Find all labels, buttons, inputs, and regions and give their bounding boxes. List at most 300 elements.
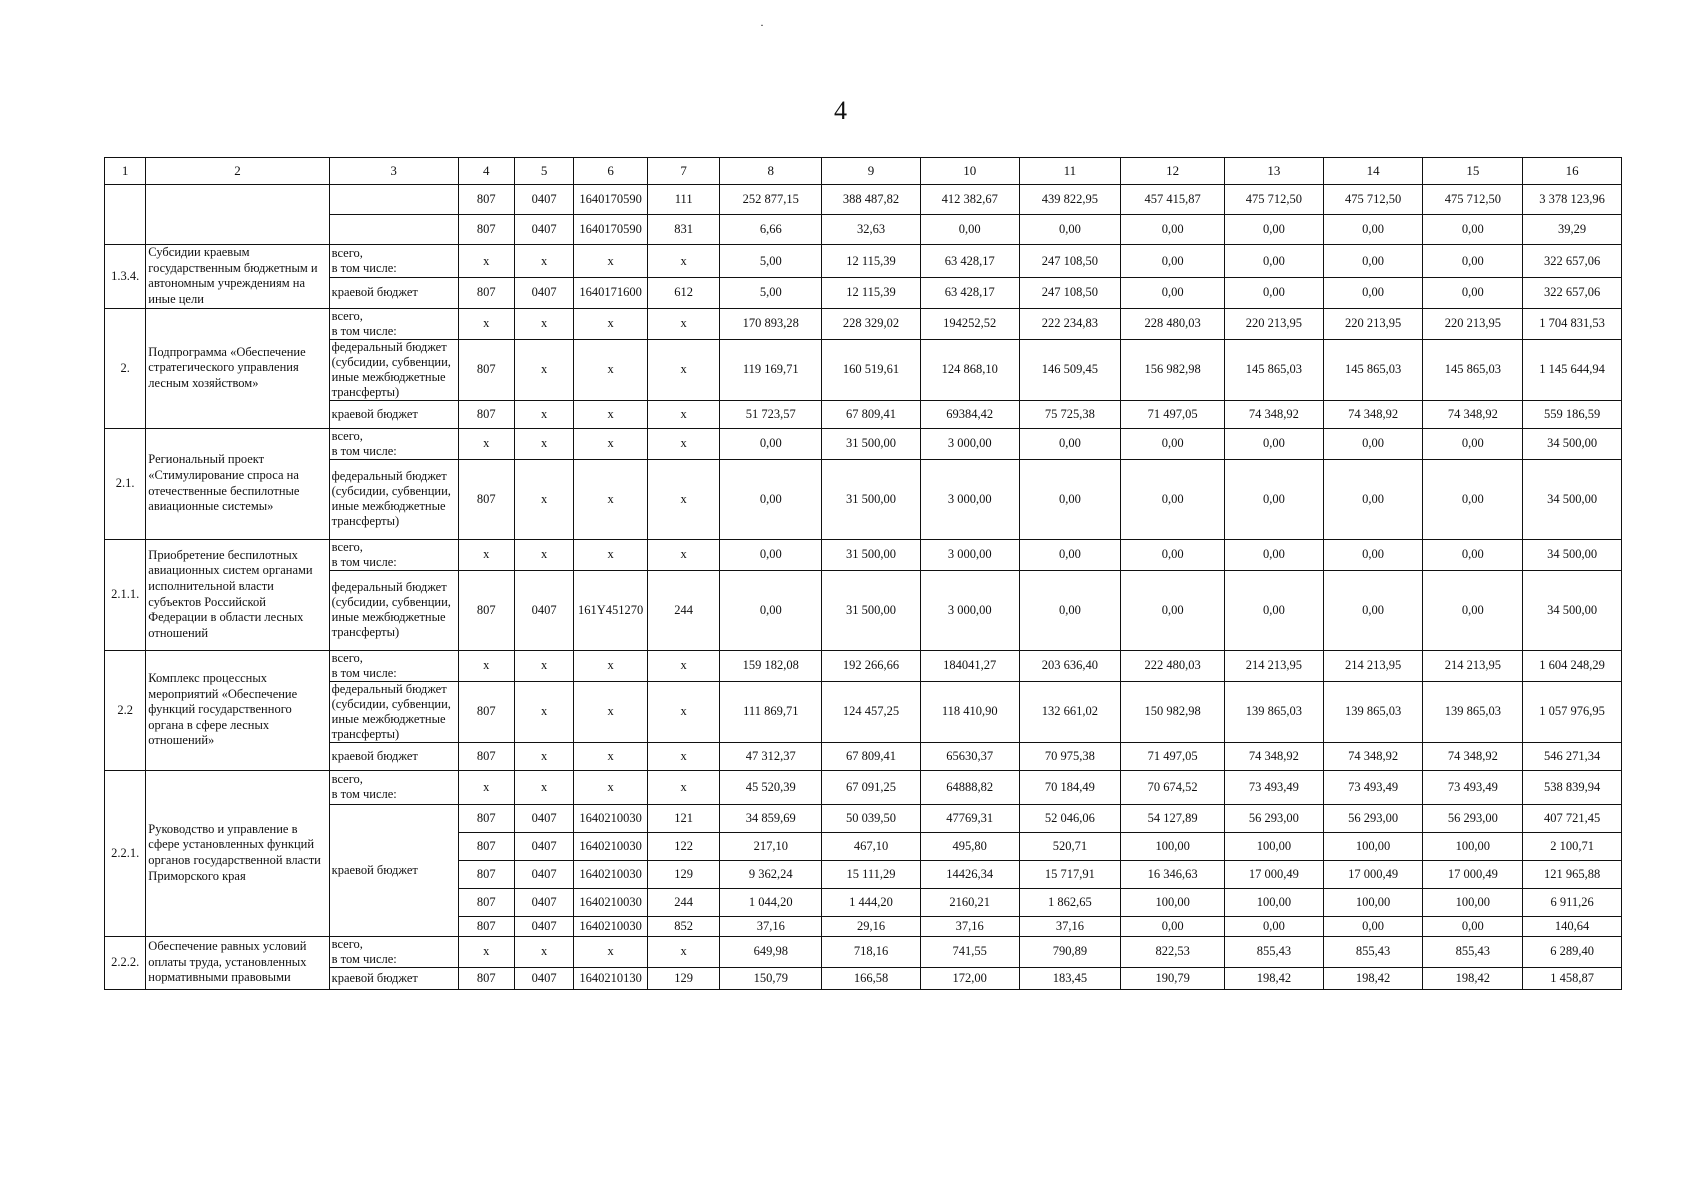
code-cell: x (647, 650, 720, 681)
amount-cell: 0,00 (1121, 916, 1225, 936)
code-cell: x (574, 339, 648, 400)
amount-cell: 0,00 (720, 459, 822, 539)
code-cell: x (458, 539, 514, 570)
amount-cell: 74 348,92 (1323, 400, 1423, 428)
funding-source: всего, в том числе: (329, 245, 458, 278)
header-cell: 3 (329, 158, 458, 185)
amount-cell: 495,80 (920, 832, 1019, 860)
code-cell: x (647, 339, 720, 400)
amount-cell: 0,00 (1225, 539, 1324, 570)
header-cell: 10 (920, 158, 1019, 185)
amount-cell: 0,00 (1019, 215, 1121, 245)
amount-cell: 65630,37 (920, 742, 1019, 770)
header-cell: 16 (1523, 158, 1622, 185)
amount-cell: 100,00 (1423, 888, 1523, 916)
amount-cell: 75 725,38 (1019, 400, 1121, 428)
code-cell: x (514, 742, 573, 770)
item-name (146, 185, 329, 245)
amount-cell: 855,43 (1423, 936, 1523, 967)
amount-cell: 0,00 (1423, 916, 1523, 936)
funding-source (329, 185, 458, 215)
amount-cell: 228 480,03 (1121, 308, 1225, 339)
total-cell: 322 657,06 (1523, 277, 1622, 308)
amount-cell: 150 982,98 (1121, 681, 1225, 742)
amount-cell: 1 862,65 (1019, 888, 1121, 916)
amount-cell: 741,55 (920, 936, 1019, 967)
total-cell: 322 657,06 (1523, 245, 1622, 278)
amount-cell: 17 000,49 (1423, 860, 1523, 888)
funding-source: всего, в том числе: (329, 539, 458, 570)
amount-cell: 822,53 (1121, 936, 1225, 967)
code-cell: x (514, 936, 573, 967)
amount-cell: 9 362,24 (720, 860, 822, 888)
total-cell: 1 704 831,53 (1523, 308, 1622, 339)
total-cell: 34 500,00 (1523, 570, 1622, 650)
amount-cell: 17 000,49 (1323, 860, 1423, 888)
total-cell: 3 378 123,96 (1523, 185, 1622, 215)
funding-source: краевой бюджет (329, 742, 458, 770)
amount-cell: 100,00 (1225, 888, 1324, 916)
code-cell: 0407 (514, 860, 573, 888)
amount-cell: 159 182,08 (720, 650, 822, 681)
amount-cell: 0,00 (1323, 428, 1423, 459)
code-cell: x (647, 936, 720, 967)
code-cell: x (647, 459, 720, 539)
amount-cell: 183,45 (1019, 967, 1121, 989)
amount-cell: 71 497,05 (1121, 400, 1225, 428)
amount-cell: 150,79 (720, 967, 822, 989)
amount-cell: 0,00 (1323, 245, 1423, 278)
amount-cell: 198,42 (1423, 967, 1523, 989)
amount-cell: 145 865,03 (1423, 339, 1523, 400)
header-cell: 15 (1423, 158, 1523, 185)
amount-cell: 166,58 (822, 967, 921, 989)
amount-cell: 118 410,90 (920, 681, 1019, 742)
code-cell: 807 (458, 967, 514, 989)
amount-cell: 69384,42 (920, 400, 1019, 428)
code-cell: 807 (458, 277, 514, 308)
amount-cell: 0,00 (1019, 539, 1121, 570)
item-index: 2.1. (105, 428, 146, 539)
code-cell: x (647, 400, 720, 428)
header-row (105, 158, 1622, 185)
amount-cell: 855,43 (1323, 936, 1423, 967)
code-cell: 1640210130 (574, 967, 648, 989)
amount-cell: 111 869,71 (720, 681, 822, 742)
code-cell: 0407 (514, 277, 573, 308)
amount-cell: 16 346,63 (1121, 860, 1225, 888)
amount-cell: 31 500,00 (822, 428, 921, 459)
code-cell: 1640170590 (574, 185, 648, 215)
code-cell: 1640210030 (574, 832, 648, 860)
code-cell: 807 (458, 742, 514, 770)
amount-cell: 2160,21 (920, 888, 1019, 916)
amount-cell: 139 865,03 (1323, 681, 1423, 742)
table-row (105, 245, 1622, 278)
amount-cell: 0,00 (1423, 277, 1523, 308)
amount-cell: 74 348,92 (1423, 400, 1523, 428)
amount-cell: 156 982,98 (1121, 339, 1225, 400)
amount-cell: 0,00 (1225, 570, 1324, 650)
amount-cell: 439 822,95 (1019, 185, 1121, 215)
amount-cell: 412 382,67 (920, 185, 1019, 215)
amount-cell: 37,16 (920, 916, 1019, 936)
code-cell: x (574, 770, 648, 804)
amount-cell: 214 213,95 (1423, 650, 1523, 681)
amount-cell: 70 674,52 (1121, 770, 1225, 804)
code-cell: x (574, 936, 648, 967)
code-cell: 807 (458, 681, 514, 742)
total-cell: 39,29 (1523, 215, 1622, 245)
amount-cell: 192 266,66 (822, 650, 921, 681)
amount-cell: 718,16 (822, 936, 921, 967)
code-cell: 0407 (514, 832, 573, 860)
amount-cell: 194252,52 (920, 308, 1019, 339)
total-cell: 6 911,26 (1523, 888, 1622, 916)
code-cell: 129 (647, 967, 720, 989)
amount-cell: 475 712,50 (1225, 185, 1324, 215)
funding-source: федеральный бюджет (субсидии, субвенции, иные межбюджетные трансферты) (329, 339, 458, 400)
amount-cell: 252 877,15 (720, 185, 822, 215)
amount-cell: 56 293,00 (1225, 804, 1324, 832)
code-cell: 807 (458, 339, 514, 400)
amount-cell: 5,00 (720, 245, 822, 278)
code-cell: x (647, 681, 720, 742)
code-cell: 1640210030 (574, 916, 648, 936)
code-cell: x (574, 400, 648, 428)
item-index: 2. (105, 308, 146, 428)
amount-cell: 0,00 (1225, 459, 1324, 539)
code-cell: 831 (647, 215, 720, 245)
funding-source: федеральный бюджет (субсидии, субвенции, иные межбюджетные трансферты) (329, 570, 458, 650)
amount-cell: 3 000,00 (920, 539, 1019, 570)
code-cell: x (458, 770, 514, 804)
amount-cell: 100,00 (1121, 888, 1225, 916)
amount-cell: 0,00 (1323, 539, 1423, 570)
code-cell: 0407 (514, 916, 573, 936)
table-row (105, 804, 1622, 832)
total-cell: 34 500,00 (1523, 539, 1622, 570)
amount-cell: 0,00 (1225, 215, 1324, 245)
amount-cell: 0,00 (1121, 245, 1225, 278)
code-cell: 807 (458, 400, 514, 428)
amount-cell: 31 500,00 (822, 459, 921, 539)
amount-cell: 0,00 (720, 570, 822, 650)
code-cell: 807 (458, 888, 514, 916)
header-cell: 8 (720, 158, 822, 185)
code-cell: x (514, 650, 573, 681)
amount-cell: 0,00 (1121, 277, 1225, 308)
funding-source: всего, в том числе: (329, 650, 458, 681)
amount-cell: 63 428,17 (920, 277, 1019, 308)
table-row (105, 428, 1622, 459)
amount-cell: 170 893,28 (720, 308, 822, 339)
code-cell: x (647, 742, 720, 770)
code-cell: 1640210030 (574, 804, 648, 832)
header-cell: 11 (1019, 158, 1121, 185)
amount-cell: 0,00 (1225, 277, 1324, 308)
code-cell: 0407 (514, 570, 573, 650)
code-cell: 0407 (514, 967, 573, 989)
table-row (105, 539, 1622, 570)
amount-cell: 47769,31 (920, 804, 1019, 832)
total-cell: 121 965,88 (1523, 860, 1622, 888)
funding-source: краевой бюджет (329, 277, 458, 308)
amount-cell: 0,00 (1423, 570, 1523, 650)
code-cell: x (514, 428, 573, 459)
header-cell: 1 (105, 158, 146, 185)
code-cell: x (514, 339, 573, 400)
total-cell: 1 145 644,94 (1523, 339, 1622, 400)
amount-cell: 31 500,00 (822, 570, 921, 650)
amount-cell: 0,00 (1323, 277, 1423, 308)
total-cell: 1 604 248,29 (1523, 650, 1622, 681)
header-cell: 6 (574, 158, 648, 185)
amount-cell: 29,16 (822, 916, 921, 936)
amount-cell: 100,00 (1121, 832, 1225, 860)
code-cell: x (458, 936, 514, 967)
amount-cell: 54 127,89 (1121, 804, 1225, 832)
amount-cell: 124 457,25 (822, 681, 921, 742)
code-cell: 244 (647, 888, 720, 916)
table-row (105, 967, 1622, 989)
total-cell: 407 721,45 (1523, 804, 1622, 832)
total-cell: 538 839,94 (1523, 770, 1622, 804)
code-cell: 111 (647, 185, 720, 215)
funding-source: краевой бюджет (329, 804, 458, 936)
table-row (105, 400, 1622, 428)
funding-source: всего, в том числе: (329, 936, 458, 967)
amount-cell: 1 444,20 (822, 888, 921, 916)
total-cell: 6 289,40 (1523, 936, 1622, 967)
amount-cell: 37,16 (720, 916, 822, 936)
code-cell: x (514, 770, 573, 804)
amount-cell: 15 111,29 (822, 860, 921, 888)
item-name: Комплекс процессных мероприятий «Обеспечение функций государственного органа в сфере лесных отношений» (146, 650, 329, 770)
code-cell: x (574, 539, 648, 570)
amount-cell: 222 480,03 (1121, 650, 1225, 681)
amount-cell: 0,00 (1121, 570, 1225, 650)
table-row (105, 308, 1622, 339)
item-name: Региональный проект «Стимулирование спроса на отечественные беспилотные авиационные системы» (146, 428, 329, 539)
amount-cell: 34 859,69 (720, 804, 822, 832)
code-cell: x (514, 459, 573, 539)
amount-cell: 220 213,95 (1323, 308, 1423, 339)
header-cell: 4 (458, 158, 514, 185)
item-index: 2.2.1. (105, 770, 146, 936)
amount-cell: 0,00 (1323, 215, 1423, 245)
amount-cell: 855,43 (1225, 936, 1324, 967)
code-cell: x (574, 742, 648, 770)
amount-cell: 0,00 (720, 428, 822, 459)
amount-cell: 0,00 (1121, 459, 1225, 539)
amount-cell: 203 636,40 (1019, 650, 1121, 681)
code-cell: 244 (647, 570, 720, 650)
amount-cell: 0,00 (1019, 459, 1121, 539)
item-index: 2.2 (105, 650, 146, 770)
amount-cell: 222 234,83 (1019, 308, 1121, 339)
item-index: 2.2.2. (105, 936, 146, 989)
code-cell: x (647, 539, 720, 570)
item-name: Субсидии краевым государственным бюджетным и автономным учреждениям на иные цели (146, 245, 329, 309)
header-cell: 14 (1323, 158, 1423, 185)
table-row (105, 936, 1622, 967)
funding-source: всего, в том числе: (329, 428, 458, 459)
amount-cell: 247 108,50 (1019, 245, 1121, 278)
amount-cell: 388 487,82 (822, 185, 921, 215)
amount-cell: 74 348,92 (1225, 400, 1324, 428)
header-cell: 5 (514, 158, 573, 185)
amount-cell: 124 868,10 (920, 339, 1019, 400)
total-cell: 34 500,00 (1523, 428, 1622, 459)
item-name: Приобретение беспилотных авиационных систем органами исполнительной власти субъектов Российской Федерации в области лесных отношений (146, 539, 329, 650)
table-row (105, 770, 1622, 804)
item-name: Обеспечение равных условий оплаты труда, установленных нормативными правовыми (146, 936, 329, 989)
amount-cell: 73 493,49 (1323, 770, 1423, 804)
code-cell: x (574, 459, 648, 539)
code-cell: x (574, 681, 648, 742)
amount-cell: 214 213,95 (1225, 650, 1324, 681)
amount-cell: 467,10 (822, 832, 921, 860)
amount-cell: 15 717,91 (1019, 860, 1121, 888)
amount-cell: 0,00 (1323, 916, 1423, 936)
funding-source: краевой бюджет (329, 967, 458, 989)
table-row (105, 277, 1622, 308)
item-name: Руководство и управление в сфере установленных функций органов государственной власти Приморского края (146, 770, 329, 936)
amount-cell: 0,00 (1225, 428, 1324, 459)
code-cell: x (458, 650, 514, 681)
amount-cell: 649,98 (720, 936, 822, 967)
code-cell: x (574, 245, 648, 278)
code-cell: 0407 (514, 185, 573, 215)
amount-cell: 64888,82 (920, 770, 1019, 804)
amount-cell: 172,00 (920, 967, 1019, 989)
amount-cell: 31 500,00 (822, 539, 921, 570)
amount-cell: 214 213,95 (1323, 650, 1423, 681)
amount-cell: 0,00 (1019, 570, 1121, 650)
amount-cell: 51 723,57 (720, 400, 822, 428)
code-cell: x (514, 681, 573, 742)
amount-cell: 73 493,49 (1423, 770, 1523, 804)
code-cell: x (514, 400, 573, 428)
amount-cell: 70 184,49 (1019, 770, 1121, 804)
code-cell: 121 (647, 804, 720, 832)
amount-cell: 0,00 (1225, 916, 1324, 936)
amount-cell: 0,00 (1423, 245, 1523, 278)
amount-cell: 0,00 (1423, 459, 1523, 539)
amount-cell: 56 293,00 (1423, 804, 1523, 832)
amount-cell: 0,00 (1019, 428, 1121, 459)
item-index: 2.1.1. (105, 539, 146, 650)
amount-cell: 47 312,37 (720, 742, 822, 770)
amount-cell: 100,00 (1323, 888, 1423, 916)
funding-source: федеральный бюджет (субсидии, субвенции, иные межбюджетные трансферты) (329, 681, 458, 742)
code-cell: 1640210030 (574, 860, 648, 888)
amount-cell: 1 044,20 (720, 888, 822, 916)
amount-cell: 0,00 (1423, 428, 1523, 459)
code-cell: 807 (458, 570, 514, 650)
amount-cell: 74 348,92 (1323, 742, 1423, 770)
code-cell: 122 (647, 832, 720, 860)
code-cell: x (574, 428, 648, 459)
amount-cell: 56 293,00 (1323, 804, 1423, 832)
item-index: 1.3.4. (105, 245, 146, 309)
total-cell: 1 057 976,95 (1523, 681, 1622, 742)
amount-cell: 457 415,87 (1121, 185, 1225, 215)
code-cell: 807 (458, 215, 514, 245)
amount-cell: 0,00 (1121, 428, 1225, 459)
amount-cell: 0,00 (1225, 245, 1324, 278)
amount-cell: 100,00 (1323, 832, 1423, 860)
code-cell: 1640210030 (574, 888, 648, 916)
amount-cell: 14426,34 (920, 860, 1019, 888)
code-cell: x (514, 245, 573, 278)
amount-cell: 3 000,00 (920, 428, 1019, 459)
code-cell: 0407 (514, 888, 573, 916)
amount-cell: 3 000,00 (920, 459, 1019, 539)
amount-cell: 184041,27 (920, 650, 1019, 681)
funding-source (329, 215, 458, 245)
code-cell: x (647, 308, 720, 339)
code-cell: 0407 (514, 215, 573, 245)
amount-cell: 119 169,71 (720, 339, 822, 400)
amount-cell: 475 712,50 (1423, 185, 1523, 215)
amount-cell: 520,71 (1019, 832, 1121, 860)
code-cell: 807 (458, 832, 514, 860)
table-row (105, 681, 1622, 742)
code-cell: 852 (647, 916, 720, 936)
amount-cell: 198,42 (1225, 967, 1324, 989)
amount-cell: 0,00 (1323, 459, 1423, 539)
total-cell: 140,64 (1523, 916, 1622, 936)
amount-cell: 74 348,92 (1423, 742, 1523, 770)
funding-source: всего, в том числе: (329, 770, 458, 804)
amount-cell: 145 865,03 (1323, 339, 1423, 400)
total-cell: 546 271,34 (1523, 742, 1622, 770)
amount-cell: 0,00 (1423, 215, 1523, 245)
amount-cell: 0,00 (1121, 215, 1225, 245)
table-row (105, 215, 1622, 245)
funding-source: всего, в том числе: (329, 308, 458, 339)
amount-cell: 67 809,41 (822, 742, 921, 770)
total-cell: 559 186,59 (1523, 400, 1622, 428)
amount-cell: 100,00 (1225, 832, 1324, 860)
amount-cell: 73 493,49 (1225, 770, 1324, 804)
amount-cell: 12 115,39 (822, 245, 921, 278)
code-cell: x (514, 308, 573, 339)
amount-cell: 190,79 (1121, 967, 1225, 989)
table-row (105, 650, 1622, 681)
amount-cell: 228 329,02 (822, 308, 921, 339)
amount-cell: 475 712,50 (1323, 185, 1423, 215)
amount-cell: 70 975,38 (1019, 742, 1121, 770)
amount-cell: 71 497,05 (1121, 742, 1225, 770)
code-cell: x (458, 428, 514, 459)
budget-table (104, 157, 1622, 990)
header-cell: 13 (1225, 158, 1324, 185)
code-cell: 807 (458, 860, 514, 888)
code-cell: x (514, 539, 573, 570)
item-name: Подпрограмма «Обеспечение стратегического управления лесным хозяйством» (146, 308, 329, 428)
amount-cell: 52 046,06 (1019, 804, 1121, 832)
code-cell: 1640170590 (574, 215, 648, 245)
amount-cell: 63 428,17 (920, 245, 1019, 278)
table-row (105, 339, 1622, 400)
amount-cell: 67 809,41 (822, 400, 921, 428)
table-row (105, 459, 1622, 539)
code-cell: 0407 (514, 804, 573, 832)
amount-cell: 146 509,45 (1019, 339, 1121, 400)
